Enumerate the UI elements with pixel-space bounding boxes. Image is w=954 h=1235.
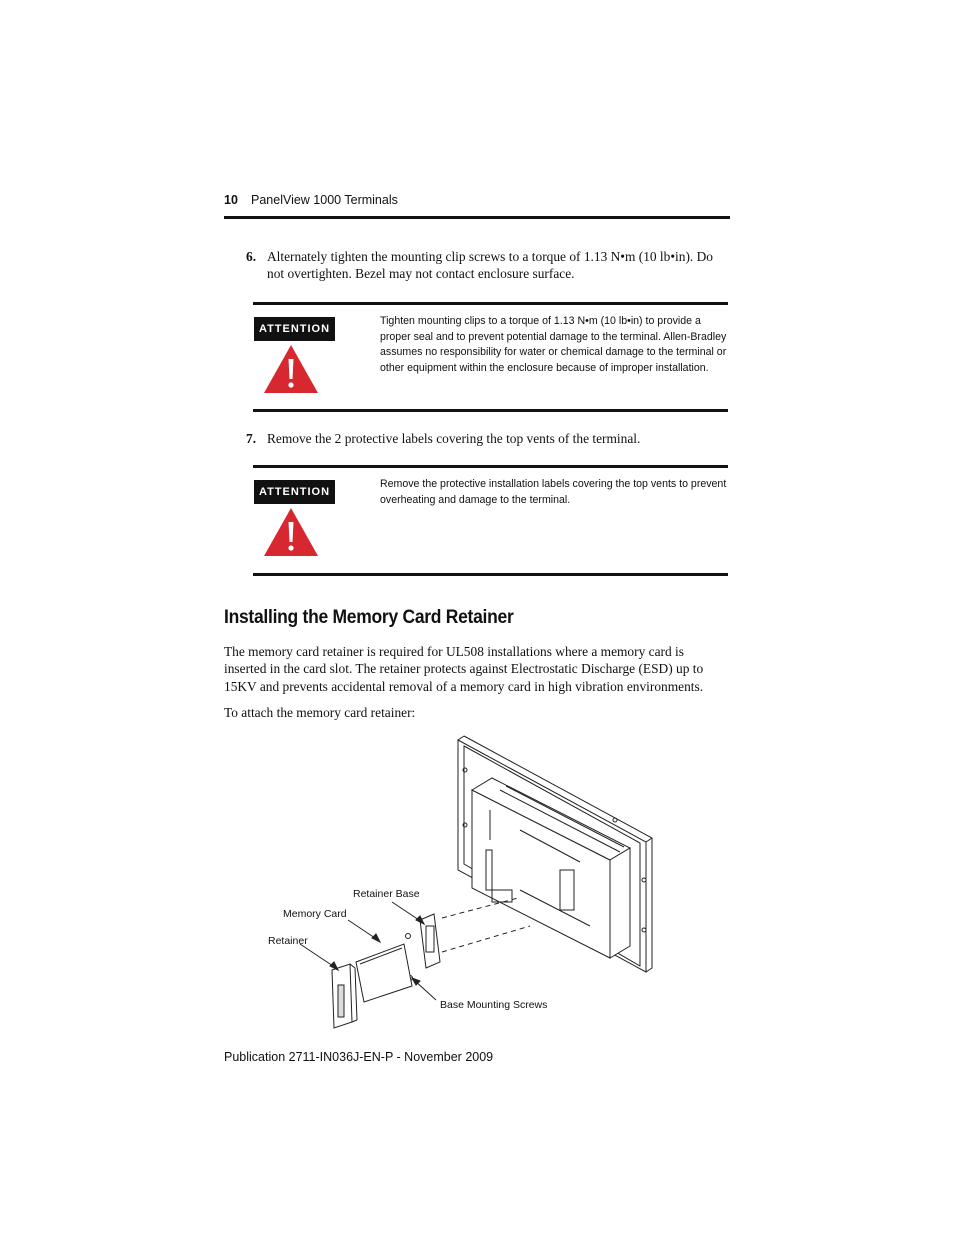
label-retainer-base: Retainer Base	[353, 888, 420, 900]
attention-box-1	[253, 302, 728, 412]
label-memory-card: Memory Card	[283, 908, 347, 920]
page-header	[224, 191, 730, 219]
attention-badge: ATTENTION	[254, 480, 335, 504]
warning-triangle-icon	[262, 343, 320, 395]
running-title: PanelView 1000 Terminals	[251, 193, 398, 207]
step-number: 7.	[246, 431, 257, 446]
attention-badge: ATTENTION	[254, 317, 335, 341]
label-retainer: Retainer	[268, 935, 308, 947]
section-heading: Installing the Memory Card Retainer	[224, 607, 514, 628]
step-text: Remove the 2 protective labels covering the top vents of the terminal.	[267, 431, 641, 446]
attention-text: Tighten mounting clips to a torque of 1.13 N•m (10 lb•in) to provide a proper seal and to prevent potential damage to the terminal. Allen-Bradley assumes no responsibility for water or chemical damage to the terminal or other equipment within the enclosure because of improper installation.	[380, 315, 727, 374]
installation-diagram	[260, 730, 660, 1040]
intro-text: To attach the memory card retainer:	[224, 705, 416, 720]
label-base-mounting-screws: Base Mounting Screws	[440, 999, 548, 1011]
memory-card-retainer-figure	[260, 730, 660, 1045]
section-paragraph: The memory card retainer is required for UL508 installations where a memory card is inserted in the card slot. The retainer protects against Electrostatic Discharge (ESD) up to 15KV and prevents accidental removal of a memory card in high vibration environments.	[224, 644, 704, 694]
warning-triangle-icon	[262, 506, 320, 558]
page-number: 10	[224, 193, 238, 207]
step-number: 6.	[246, 249, 257, 264]
publication-footer: Publication 2711-IN036J-EN-P - November 2009	[224, 1050, 494, 1064]
step-text: Alternately tighten the mounting clip screws to a torque of 1.13 N•m (10 lb•in). Do not overtighten. Bezel may not contact enclosure surface.	[267, 249, 713, 281]
attention-text: Remove the protective installation labels covering the top vents to prevent overheating and damage to the terminal.	[380, 478, 727, 506]
attention-box-2	[253, 465, 728, 576]
